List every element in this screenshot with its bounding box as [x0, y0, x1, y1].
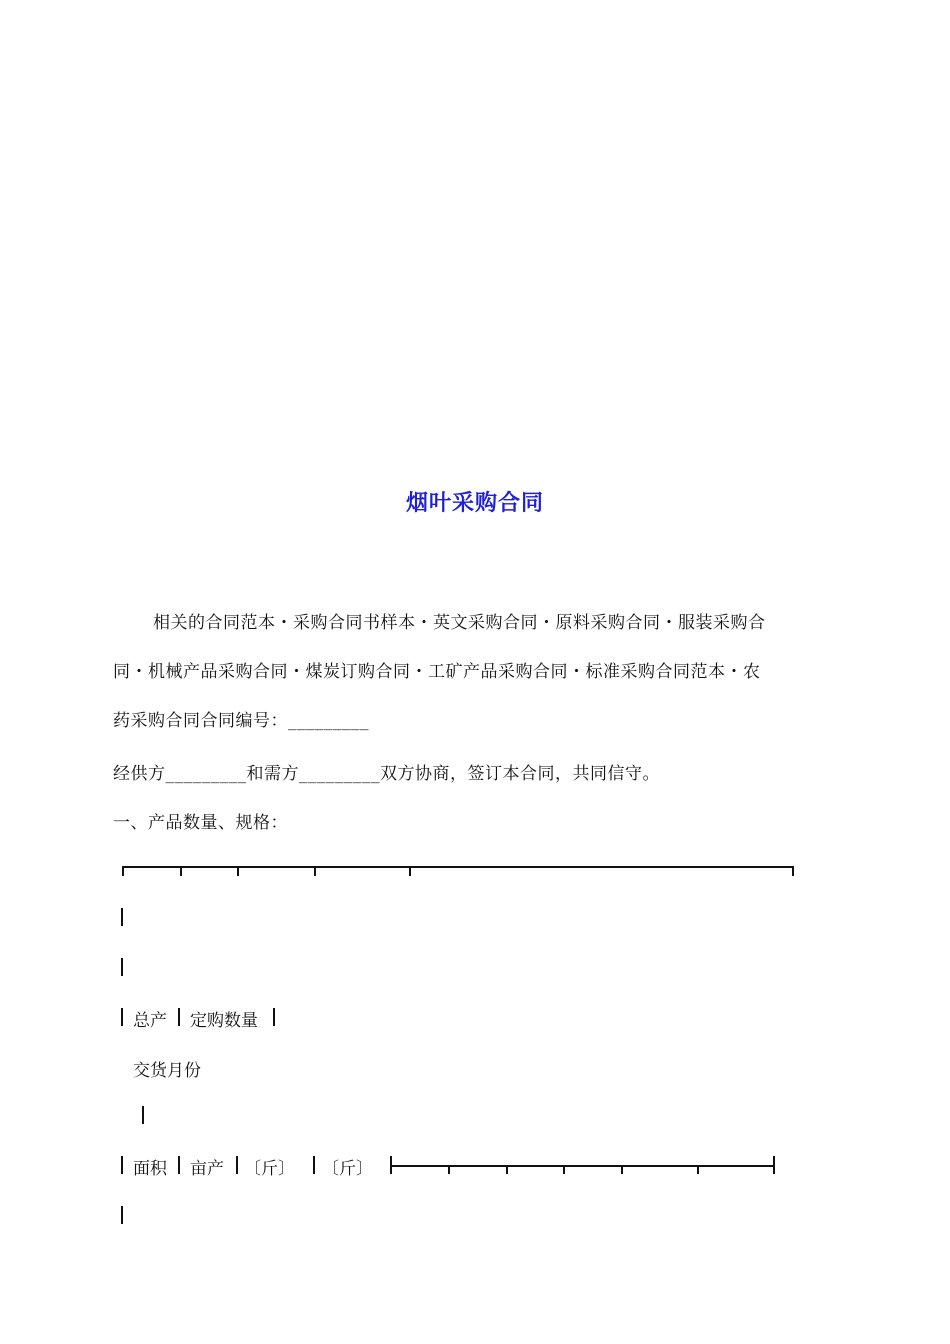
header-area: 面积	[133, 1159, 167, 1179]
unit-jin-2: 〔斤〕	[322, 1159, 373, 1179]
table-divider	[142, 1106, 144, 1124]
header-yield-per-mu: 亩产	[190, 1159, 224, 1179]
table-left-border	[121, 908, 123, 926]
paragraph-line-3: 药采购合同合同编号：_________	[113, 711, 369, 731]
parties-line: 经供方_________和需方_________双方协商，签订本合同，共同信守。	[113, 764, 660, 784]
document-title: 烟叶采购合同	[405, 491, 544, 516]
table-left-border	[121, 958, 123, 976]
paragraph-line-2: 同・机械产品采购合同・煤炭订购合同・工矿产品采购合同・标准采购合同范本・农	[113, 662, 761, 682]
header-total: 总产	[133, 1011, 167, 1031]
table-left-border	[121, 1206, 123, 1224]
section-1-heading: 一、产品数量、规格：	[113, 813, 288, 833]
paragraph-line-1: 相关的合同范本・采购合同书样本・英文采购合同・原料采购合同・服装采购合	[153, 613, 766, 633]
header-delivery-month: 交货月份	[133, 1061, 201, 1081]
unit-jin-1: 〔斤〕	[244, 1159, 295, 1179]
header-order-qty: 定购数量	[190, 1011, 258, 1031]
